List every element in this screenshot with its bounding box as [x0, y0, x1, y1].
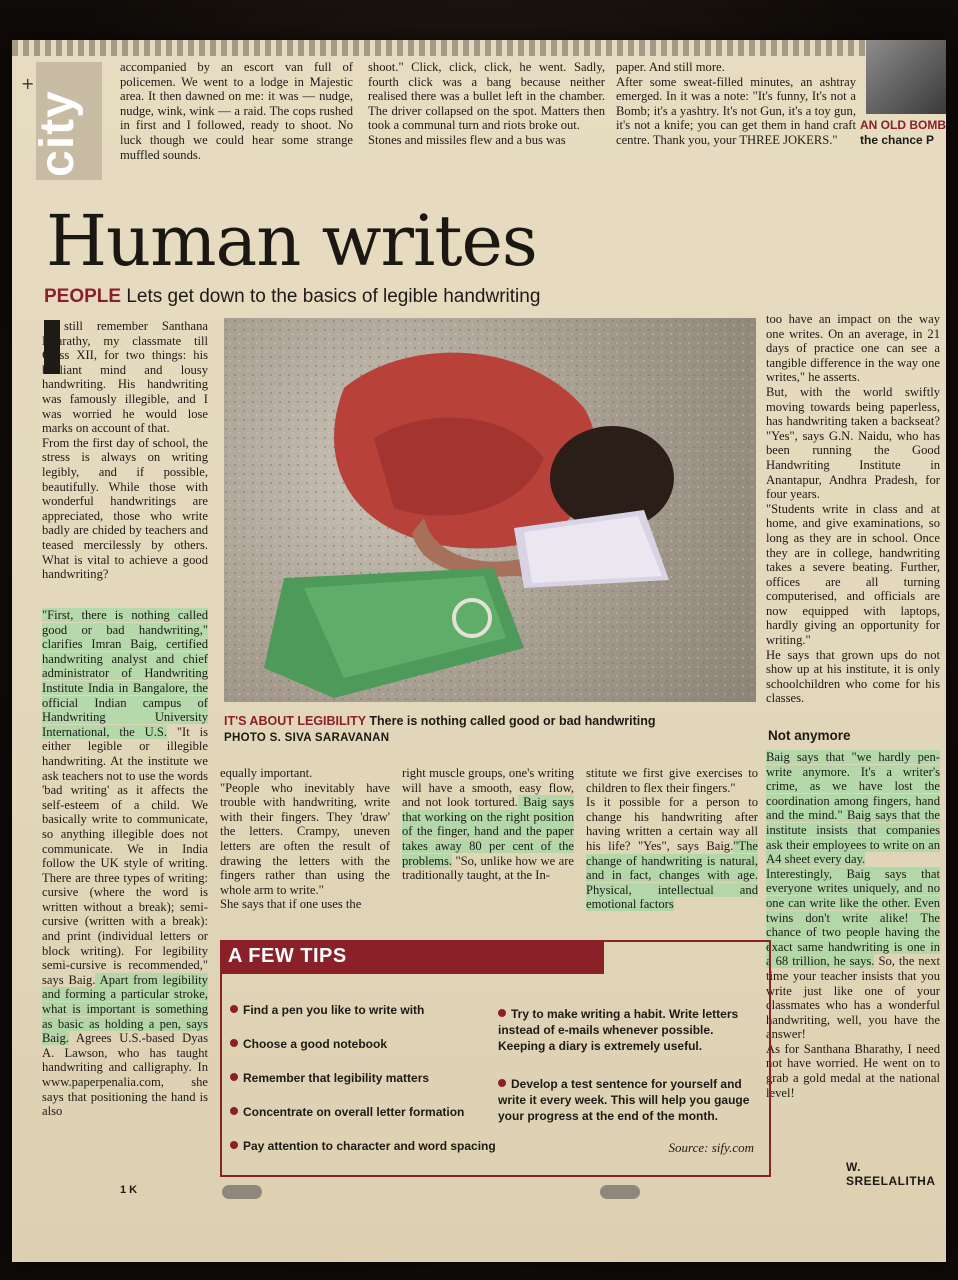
headline: Human writes	[46, 200, 537, 282]
kicker: PEOPLE	[44, 286, 122, 307]
photo-credit: PHOTO S. SIVA SARAVANAN	[224, 732, 390, 744]
highlight-pen: Apart from legibility and forming a particular stroke, what is important is something as basic as holding a pen, says Baig.	[42, 972, 208, 1046]
registration-mark: +	[21, 74, 35, 93]
child-writing-photo	[224, 318, 756, 702]
tip-text: Develop a test sentence for yourself and write it every week. This will help you gauge your progress at the end of the month.	[498, 1077, 750, 1123]
binder-hole	[222, 1185, 262, 1199]
tip-text: Find a pen you like to write with	[243, 1003, 425, 1017]
tip-text: Remember that legibility matters	[243, 1071, 430, 1085]
body-col1-top	[42, 319, 208, 582]
highlight-quote: "First, there is nothing called good or bad handwriting," clarifies Imran Baig, certified handwriting analyst and chief administrator of Handwriting Institute India in Bangalore, the official Indian campus of Handwriting University International, the U.S.	[42, 608, 208, 739]
body-col5-top: too have an impact on the way one writes. On an average, in 21 days of practice one can see a tangible difference in the way one writes," he asserts. But, with the world swiftly moving towards being paperless, has handwriting taken a backseat? "Yes", says G.N. Naidu, who has been running the Good Handwriting Institute in Anantapur, Andhra Pradesh, for four years. "Students write in class and at home, and give examinations, so long as they are in school. Once they are in college, handwriting takes a severe beating. Further, offices are all turning computerised, and officials are now equipped with laptops, hardly giving an opportunity for writing." He says that grown ups do not show up at his institute, it is only schoolchildren who come for his classes.	[766, 312, 940, 706]
newspaper-page	[12, 40, 946, 1262]
tip-text: Try to make writing a habit. Write letters instead of e-mails whenever possible. Keeping a diary is extremely useful.	[498, 1007, 739, 1053]
body-col4	[586, 766, 758, 912]
body-col3-a: right muscle groups, one's writing will have a smooth, easy flow, and not look tortured.	[402, 766, 574, 810]
side-story-image	[866, 40, 946, 114]
photo-caption-text: There is nothing called good or bad handwriting	[369, 714, 656, 728]
bullet-icon	[498, 1009, 506, 1017]
subhead: Not anymore	[768, 728, 851, 743]
top-story-col1: accompanied by an escort van full of policemen. We went to a lodge in Majestic area. It then dawned on me: it was — nudge, nudge, wink, wink — a raid. The cops rushed in first and I followed, ready to shoot. No luck though we could hear some strange muffled sounds.	[120, 60, 353, 162]
page-folio: 1 K	[120, 1184, 138, 1196]
tip-item	[230, 1036, 387, 1052]
tip-text: Pay attention to character and word spacing	[243, 1139, 496, 1153]
body-col3	[402, 766, 574, 883]
tip-item	[230, 1002, 424, 1018]
bullet-icon	[230, 1107, 238, 1115]
body-col3-b: "So, unlike how we are traditionally taught, at the In-	[402, 853, 574, 883]
bullet-icon	[230, 1039, 238, 1047]
photo-caption	[224, 714, 655, 728]
byline: W. SREELALITHA	[846, 1160, 936, 1188]
body-col4-a: stitute we first give exercises to children to flex their fingers." Is it possible for a person to change his handwriting after having written a certain way all his life? "Yes", says Baig.	[586, 766, 758, 853]
body-col1-rest: "It is either legible or illegible handwriting. At the institute we ask teachers not to use the words 'bad writing' as it affects the self-esteem of a child. We basically write to communicate, so anything illegible does not communicate. We in India follow the UK style of writing. There are three types of writing: cursive (where the word is written without a break); semi-cursive (written with a break): and print (individual letters or block writing). For legibility semi-cursive is recommended," says Baig.	[42, 724, 208, 987]
top-story-col2: shoot." Click, click, click, he went. Sadly, fourth click was a bang because neither realised there was a bullet left in the chamber. The driver collapsed on the spot. Matters then took a communal turn and riots broke out. Stones and missiles flew and a bus was	[368, 60, 605, 147]
deck	[44, 286, 540, 308]
bullet-icon	[230, 1073, 238, 1081]
tip-text: Concentrate on overall letter formation	[243, 1105, 465, 1119]
tip-item	[498, 1076, 756, 1124]
article-photo	[224, 318, 756, 702]
body-col2: equally important. "People who inevitably have trouble with handwriting, write with their fingers. They 'draw' the letters. Crampy, uneven letters are often the result of drawing the letters with the fingers rather than using the whole arm to write." She says that if one uses the	[220, 766, 390, 912]
photo-kicker: IT'S ABOUT LEGIBILITY	[224, 714, 366, 728]
top-story-col3: paper. And still more. After some sweat-filled minutes, an ashtray emerged. In it was a note: "It's funny, It's not a Bomb; it's a yashtry. It's not Gun, it's a toy gun, it's not a knife; you can get them in hand craft centre. Thank you, your THREE JOKERS."	[616, 60, 856, 147]
body-col1-intro: still remember Santhana Bharathy, my classmate till Class XII, for two things: his brilliant mind and lousy handwriting. His handwriting was famously illegible, and I was worried he would lose marks on account of that. From the first day of school, the stress is always on writing legibly, and if possible, beautifully. While those with wonderful handwritings are appreciated, those who write badly are chided by teachers and teased mercilessly by others. What is vital to achieve a good handwriting?	[42, 319, 208, 582]
bullet-icon	[230, 1005, 238, 1013]
highlight-position: Baig says that working on the right position of the finger, hand and the paper takes away 80 per cent of the problems.	[402, 795, 574, 868]
body-col1-middle	[42, 608, 208, 1119]
binder-hole	[600, 1185, 640, 1199]
tip-item	[230, 1070, 429, 1086]
body-col1-end: Agrees U.S.-based Dyas A. Lawson, who has taught handwriting and calligraphy. In www.paperpenalia.com, she says that positioning the hand is also	[42, 1031, 208, 1119]
tip-text: Choose a good notebook	[243, 1037, 387, 1051]
side-story-teaser	[860, 118, 946, 148]
tips-title: A FEW TIPS	[228, 945, 347, 967]
tips-source: Source: sify.com	[668, 1140, 754, 1155]
bullet-icon	[230, 1141, 238, 1149]
bullet-icon	[498, 1079, 506, 1087]
section-tab	[30, 62, 102, 180]
torn-edge	[12, 40, 946, 56]
body-col5-bottom	[766, 750, 940, 1100]
side-story-text: the chance P	[860, 133, 935, 147]
tip-item	[230, 1104, 464, 1120]
highlight-change: "The change of handwriting is natural, and in fact, changes with age. Physical, intellectual and emotional factors	[586, 838, 758, 912]
tip-item	[230, 1138, 496, 1154]
highlight-baig: Baig says that "we hardly pen-write anymore. It's a writer's crime, as we have lost the coordination among fingers, hand and the mind." Baig says that the institute insists that companies ask their employees to write on an A4 sheet every day. Interestingly, Baig says that everyone writes uniquely, and no one can write like the other. Even twins don't write alike! The chance of two people having the exact same handwriting is one in a 68 trillion, he says.	[766, 750, 940, 969]
body-col5-end: So, the next time your teacher insists that you write just like one of your classmates who has a wonderful handwriting, well, you have the answer! As for Santhana Bharathy, I need not have worried. He went on to grab a gold medal at the national level!	[766, 954, 940, 1100]
tip-item	[498, 1006, 756, 1054]
section-label: city	[30, 90, 84, 177]
side-story-kicker: AN OLD BOMB	[860, 118, 946, 132]
deck-text: Lets get down to the basics of legible handwriting	[126, 286, 541, 307]
